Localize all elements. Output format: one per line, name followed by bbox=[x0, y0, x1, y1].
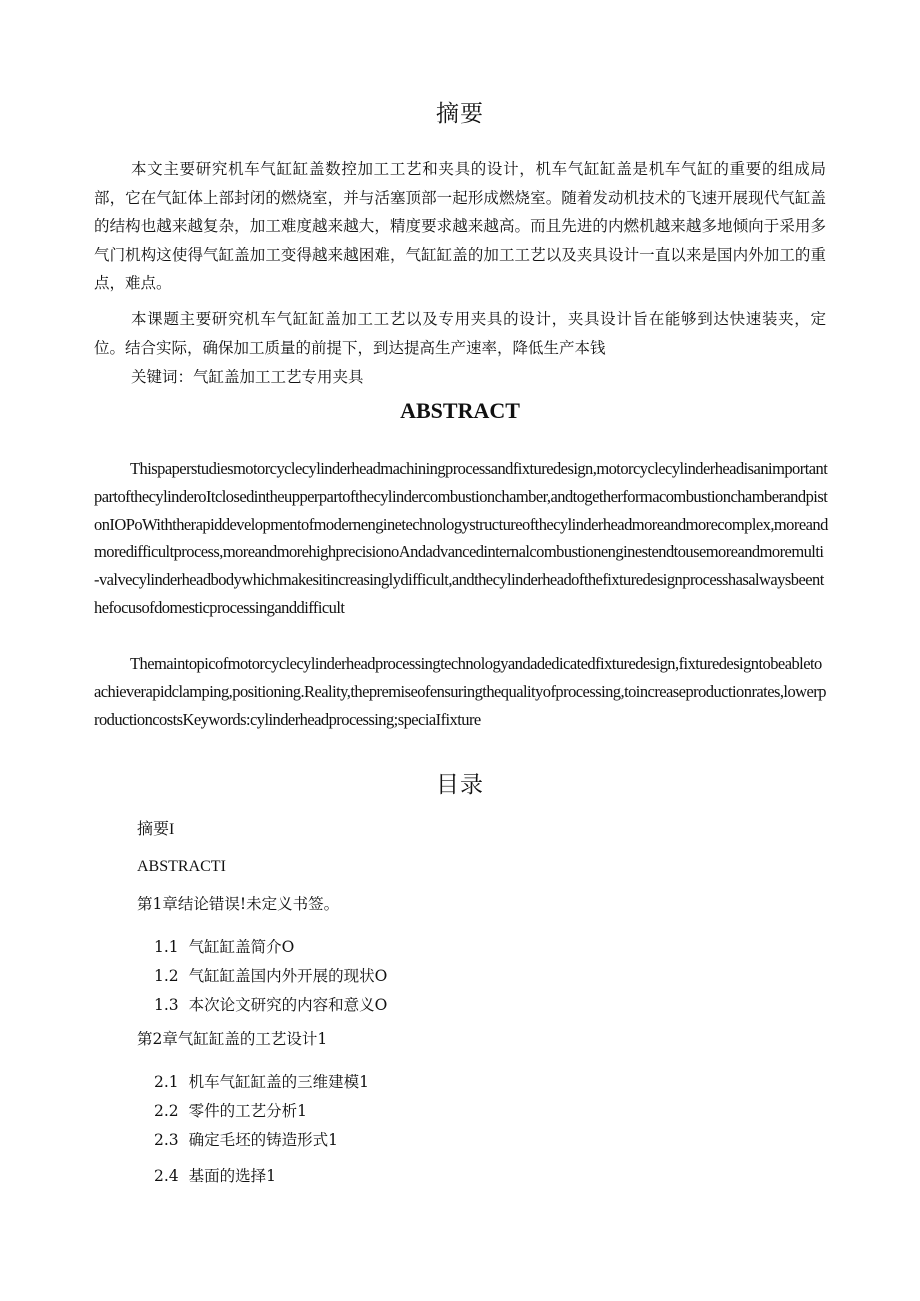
toc-entry-number: 2.1 bbox=[154, 1073, 179, 1091]
toc-entry[interactable] bbox=[154, 1164, 276, 1186]
toc-entry-number: 2.3 bbox=[154, 1131, 179, 1149]
abstract-zh-paragraph-1: 本文主要研究机车气缸缸盖数控加工工艺和夹具的设计，机车气缸缸盖是机车气缸的重要的组成局部，它在气缸体上部封闭的燃烧室，并与活塞顶部一起形成燃烧室。随着发动机技术的飞速开展现代气缸盖的结构也越来越复杂，加工难度越来越大，精度要求越来越高。而且先进的内燃机越来越多地倾向于采用多气门机构这使得气缸盖加工变得越来越困难，气缸缸盖的加工工艺以及夹具设计一直以来是国内外加工的重点，难点。 bbox=[94, 160, 826, 292]
toc-entry[interactable] bbox=[154, 1099, 307, 1121]
abstract-title-zh: 摘要 bbox=[436, 101, 484, 127]
toc-entry-text: 气缸缸盖国内外开展的现状O bbox=[188, 967, 388, 985]
abstract-en-paragraph-1: Thispaperstudiesmotorcyclecylinderheadmachiningprocessandfixturedesign,motorcyclecylinderheadisanimportantpartofthecylinderoItclosedintheupperpartofthecylindercombustionchamber,andtogetherformacombustionchamberandpistonIOPoWiththerapiddevelopmentofmodernenginetechnologystructureofthecylinderheadmoreandmorecomplex,moreandmoredifficultprocess,moreandmorehighprecisionoAndadvancedinternalcombustionenginestendtousemoreandmoremulti-valvecylinderheadbodywhichmakesitincreasinglydifficult,andthecylinderheadofthefixturedesignprocesshasalwaysbeenthefocusofdomesticprocessinganddifficult bbox=[94, 459, 828, 617]
toc-entry-text: 机车气缸缸盖的三维建模1 bbox=[188, 1073, 370, 1091]
toc-entry[interactable] bbox=[154, 1070, 369, 1092]
toc-entry-text: 第1章结论错误!未定义书签。 bbox=[137, 895, 340, 913]
abstract-title-en: ABSTRACT bbox=[400, 398, 520, 423]
toc-entry-text: 气缸缸盖简介O bbox=[188, 938, 295, 956]
toc-entry[interactable] bbox=[137, 1027, 327, 1049]
toc-entry[interactable] bbox=[137, 892, 339, 914]
toc-entry[interactable] bbox=[154, 993, 387, 1015]
toc-entry[interactable] bbox=[137, 816, 174, 839]
toc-entry[interactable] bbox=[154, 1128, 338, 1150]
toc-entry-text: 第2章气缸缸盖的工艺设计1 bbox=[137, 1030, 328, 1048]
toc-entry-number: 2.2 bbox=[154, 1102, 179, 1120]
toc-entry-text: 基面的选择1 bbox=[188, 1167, 277, 1185]
toc-entry[interactable] bbox=[137, 858, 226, 876]
toc-entry-text: 确定毛坯的铸造形式1 bbox=[188, 1131, 339, 1149]
abstract-zh-paragraph-2: 本课题主要研究机车气缸缸盖加工工艺以及专用夹具的设计，夹具设计旨在能够到达快速装夹，定位。结合实际，确保加工质量的前提下，到达提高生产速率，降低生产本钱 bbox=[94, 310, 826, 357]
toc-entry[interactable] bbox=[154, 964, 387, 986]
toc-entry-text: 摘要I bbox=[137, 821, 175, 838]
toc-title: 目录 bbox=[436, 772, 484, 798]
toc-entry-number: 1.1 bbox=[154, 938, 179, 956]
abstract-zh-keywords: 关键词：气缸盖加工工艺专用夹具 bbox=[131, 368, 364, 386]
toc-entry-number: 2.4 bbox=[154, 1167, 179, 1185]
toc-entry[interactable] bbox=[154, 935, 294, 957]
toc-entry-number: 1.3 bbox=[154, 996, 179, 1014]
toc-entry-text: 本次论文研究的内容和意义O bbox=[188, 996, 388, 1014]
toc-entry-text: ABSTRACTI bbox=[137, 858, 226, 875]
toc-entry-text: 零件的工艺分析1 bbox=[188, 1102, 308, 1120]
abstract-en-paragraph-2: Themaintopicofmotorcyclecylinderheadprocessingtechnologyandadedicatedfixturedesign,fixturedesigntobeabletoachieverapidclamping,positioning.Reality,thepremiseofensuringthequalityofprocessing,toincreaseproductionrates,lowerproductioncostsKeywords:cylinderheadprocessing;speciaIfixture bbox=[94, 654, 826, 729]
toc-entry-number: 1.2 bbox=[154, 967, 179, 985]
